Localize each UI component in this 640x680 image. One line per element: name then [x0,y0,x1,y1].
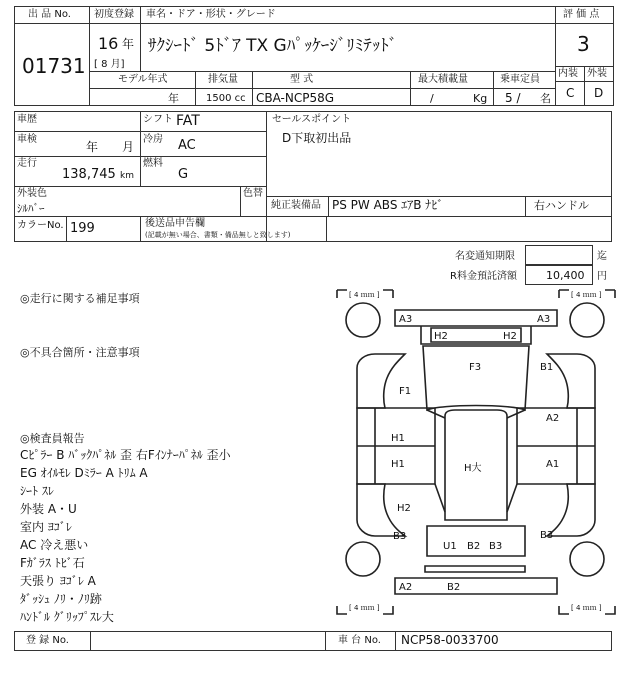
damage-mark: A3 [537,314,551,325]
chassis-label: 車 台 No. [338,635,381,646]
displacement-value: 1500 cc [206,93,246,104]
max-load-unit: Kg [473,92,488,105]
model-year-label: モデル年式 [118,74,168,85]
defects-heading: ◎不具合箇所・注意事項 [20,346,140,359]
name-change-label: 名変通知期限 [455,251,515,262]
lot-number: 01731 [22,54,86,78]
color-no-label: カラーNo. [17,220,64,231]
damage-mark: H大 [464,463,482,474]
driving-heading: ◎走行に関する補足事項 [20,292,140,305]
damage-mark: A2 [399,582,413,593]
inspection-year-unit: 年 [86,140,99,154]
ac-value: AC [178,138,196,153]
fuel-label: 燃料 [143,158,163,169]
mileage-unit: km [120,171,134,181]
color-no-value: 199 [70,221,95,236]
inspector-line: 天張り ﾖｺﾞﾚ A [20,574,96,588]
damage-mark: F3 [469,362,482,373]
fuel-value: G [178,167,189,182]
interior-score: C [566,86,575,100]
recycle-label: R料金預託済額 [450,271,517,282]
inspector-line: ｼｰﾄ ｽﾚ [20,484,54,498]
car-name-label: 車名・ドア・形状・グレード [146,9,276,20]
damage-mark: H2 [434,331,448,342]
interior-label: 内装 [558,68,578,79]
damage-mark: B3 [393,531,407,542]
ac-label: 冷房 [143,134,163,145]
exterior-label: 外装 [587,68,607,79]
type-value: CBA-NCP58G [256,91,335,105]
lot-label: 出 品 No. [28,9,71,20]
rating-value: 3 [577,32,590,56]
first-reg-year: 16 [98,34,119,53]
options-value: PS PW ABS ｴｱB ﾅﾋﾞ [332,198,444,212]
inspector-line: Cﾋﾟﾗｰ B ﾊﾞｯｸﾊﾟﾈﾙ 歪 右Fｲﾝﾅｰﾊﾟﾈﾙ 歪小 [20,448,231,462]
damage-mark: B2 [467,541,481,552]
shift-value: FAT [176,113,200,129]
inspector-line: ﾀﾞｯｼｭ ﾉﾘ・ﾉﾘ跡 [20,592,102,606]
damage-mark: B3 [489,541,503,552]
steering-value: 右ハンドル [534,199,589,212]
post-docs-note: (記載が無い場合、書類・備品無しと致します) [145,231,291,239]
tire-depth-front-right: [ 4 ｍｍ ] [571,291,602,299]
first-reg-month: [ 8 月] [94,59,125,70]
damage-mark: A3 [399,314,413,325]
name-change-unit: 迄 [597,251,607,262]
model-year-unit: 年 [168,92,179,105]
capacity-label: 乗車定員 [500,74,540,85]
rating-label: 評 価 点 [563,9,600,20]
inspector-line: AC 冷え悪い [20,538,89,552]
year-unit: 年 [122,37,135,51]
chassis-number: NCP58-0033700 [401,633,499,647]
mileage-label: 走行 [17,158,37,169]
inspection-label: 車検 [17,134,37,145]
capacity-unit: 名 [540,92,551,105]
max-load-label: 最大積載量 [418,74,468,85]
damage-mark: B1 [540,362,554,373]
damage-mark: B2 [447,582,461,593]
damage-mark: H1 [391,459,405,470]
inspector-line: 外装 A・U [20,502,77,516]
color-change-label: 色替 [243,188,263,199]
name-change-box [525,245,593,265]
car-damage-diagram [335,288,617,616]
damage-mark: U1 [443,541,457,552]
damage-mark: F1 [399,386,412,397]
reg-no-label: 登 録 No. [26,635,69,646]
sales-point-value: D下取初出品 [282,131,352,145]
inspector-line: EG ｵｲﾙﾓﾚ Dﾐﾗｰ A ﾄﾘﾑ A [20,466,148,480]
damage-mark: A1 [546,459,560,470]
recycle-value: 10,400 [546,269,585,282]
shift-label: シフト [143,114,173,125]
sales-point-label: セールスポイント [272,114,352,125]
inspection-month-unit: 月 [122,140,135,154]
inspector-heading: ◎検査員報告 [20,432,85,445]
options-label: 純正装備品 [271,200,321,211]
tire-depth-front-left: [ 4 ｍｍ ] [349,291,380,299]
exterior-color-value: ｼﾙﾊﾞｰ [17,202,45,215]
mileage-value: 138,745 [62,167,116,182]
type-label: 型 式 [290,74,314,85]
car-name: ｻｸｼｰﾄﾞ 5ﾄﾞｱ TX Gﾊﾟｯｹｰｼﾞﾘﾐﾃｯﾄﾞ [148,36,398,56]
damage-mark: H2 [397,503,411,514]
inspector-line: ﾊﾝﾄﾞﾙ ｸﾞﾘｯﾌﾟｽﾚ大 [20,610,114,624]
damage-mark: H2 [503,331,517,342]
post-docs-label: 後送品申告欄 [145,218,205,229]
tire-depth-rear-left: [ 4 ｍｍ ] [349,604,380,612]
recycle-unit: 円 [597,271,607,282]
tire-depth-rear-right: [ 4 ｍｍ ] [571,604,602,612]
capacity-value: 5 / [505,91,521,105]
damage-mark: H1 [391,433,405,444]
history-label: 車歴 [17,114,37,125]
first-reg-label: 初度登録 [94,9,134,20]
max-load-slash: / [430,92,434,105]
damage-mark: B3 [540,530,554,541]
displacement-label: 排気量 [208,74,238,85]
damage-mark: A2 [546,413,560,424]
inspector-line: 室内 ﾖｺﾞﾚ [20,520,72,534]
footer-frame [14,631,612,651]
exterior-score: D [594,86,604,100]
inspector-line: Fｶﾞﾗｽ ﾄﾋﾞ石 [20,556,85,570]
exterior-color-label: 外装色 [17,188,47,199]
